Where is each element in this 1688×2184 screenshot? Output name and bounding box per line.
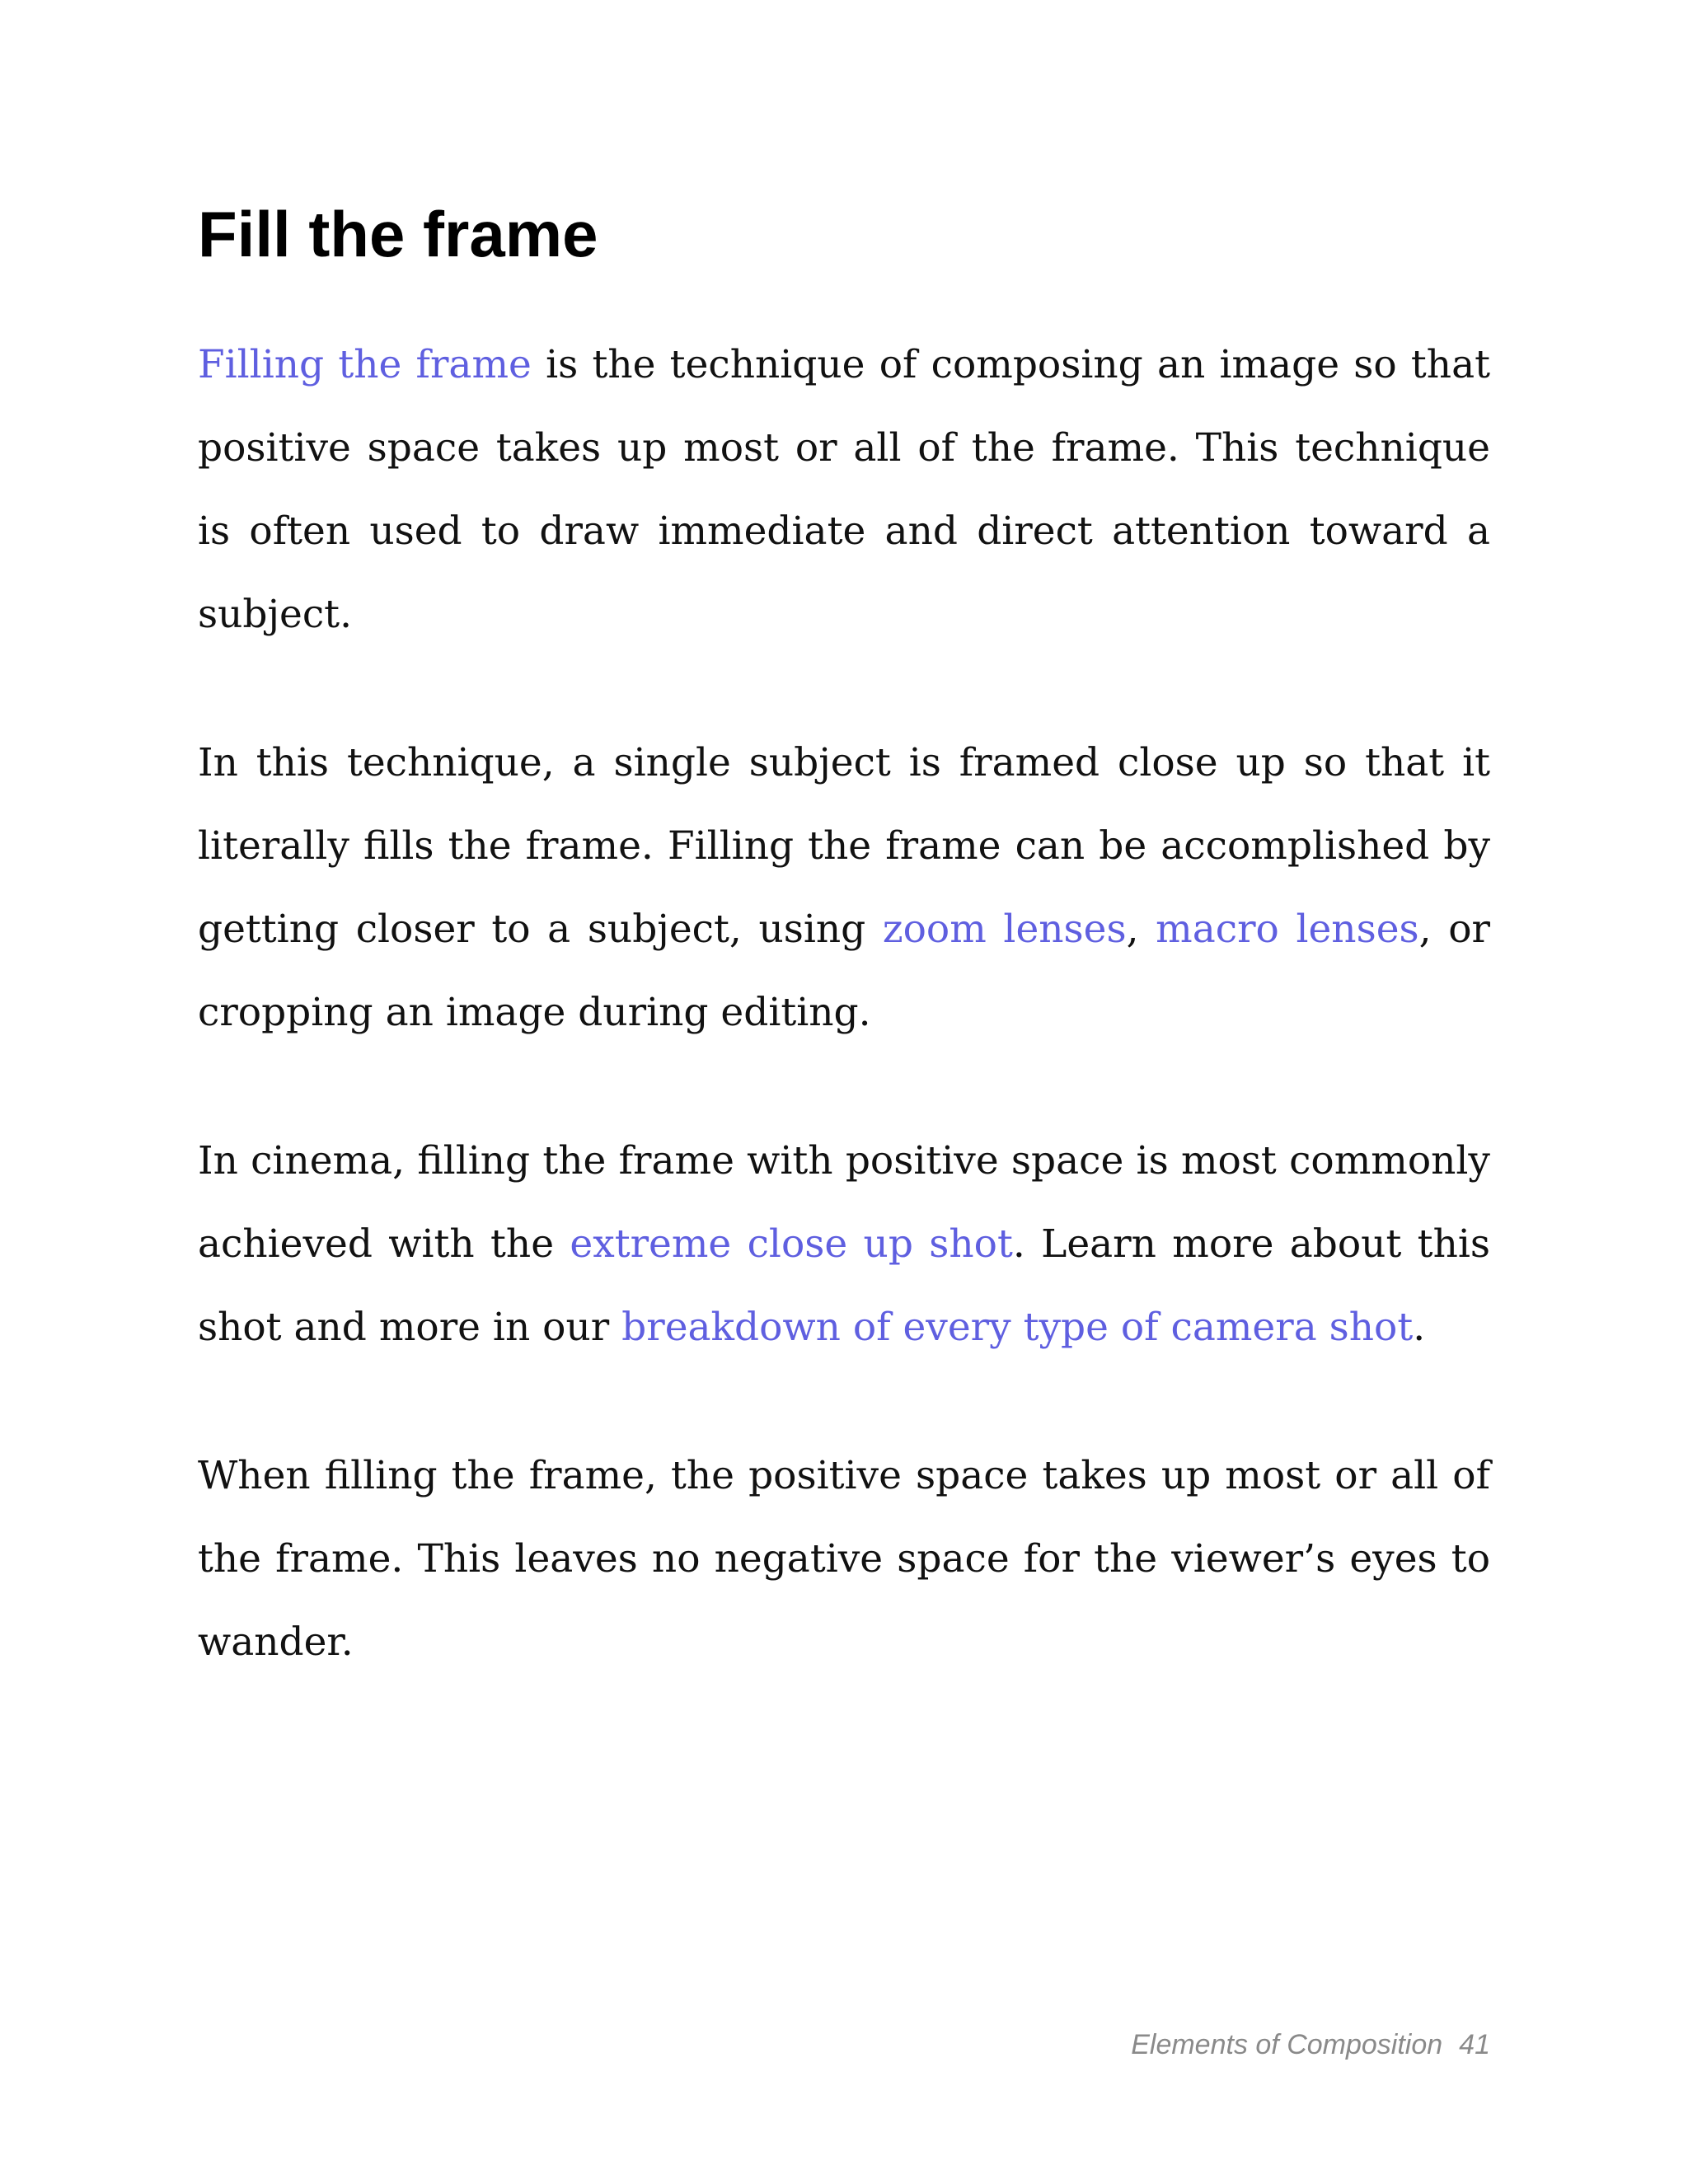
footer-title: Elements of Composition: [1131, 2029, 1443, 2060]
page-number: 41: [1459, 2029, 1490, 2060]
paragraph-2-text-2: ,: [1126, 907, 1156, 952]
link-macro-lenses[interactable]: macro lenses: [1156, 907, 1419, 952]
page-title: Fill the frame: [198, 198, 598, 270]
link-filling-the-frame[interactable]: Filling the frame: [198, 342, 532, 387]
paragraph-3-text-1: In cinema, filling the frame with positive space is most commonly achieved with the: [198, 1138, 1490, 1267]
paragraph-3-text-2: . Learn more about this shot and more in our: [198, 1221, 1490, 1350]
link-camera-shot-breakdown[interactable]: breakdown of every type of camera shot: [621, 1305, 1414, 1350]
link-extreme-close-up-shot[interactable]: extreme close up shot: [570, 1221, 1013, 1267]
paragraph-4: When filling the frame, the positive space takes up most or all of the frame. This leaves no negative space for the viewer’s eyes to wander.: [198, 1453, 1490, 1665]
link-zoom-lenses[interactable]: zoom lenses: [882, 907, 1127, 952]
paragraph-3: [198, 1119, 1490, 1369]
paragraph-3-text-3: .: [1413, 1305, 1426, 1350]
paragraph-1-text: is the technique of composing an image so that positive space takes up most or all of the frame. This technique is often used to draw immediate and direct attention toward a subject.: [198, 342, 1490, 637]
paragraph-1: [198, 323, 1490, 656]
page-content: [198, 188, 1490, 1684]
paragraph-2-text-1: In this technique, a single subject is framed close up so that it literally fills the frame. Filling the frame can be accomplished by getting closer to a subject, using: [198, 740, 1490, 952]
page-footer: [1131, 2029, 1490, 2061]
paragraph-2-text-3: , or cropping an image during editing.: [198, 907, 1490, 1035]
paragraph-2: [198, 721, 1490, 1054]
